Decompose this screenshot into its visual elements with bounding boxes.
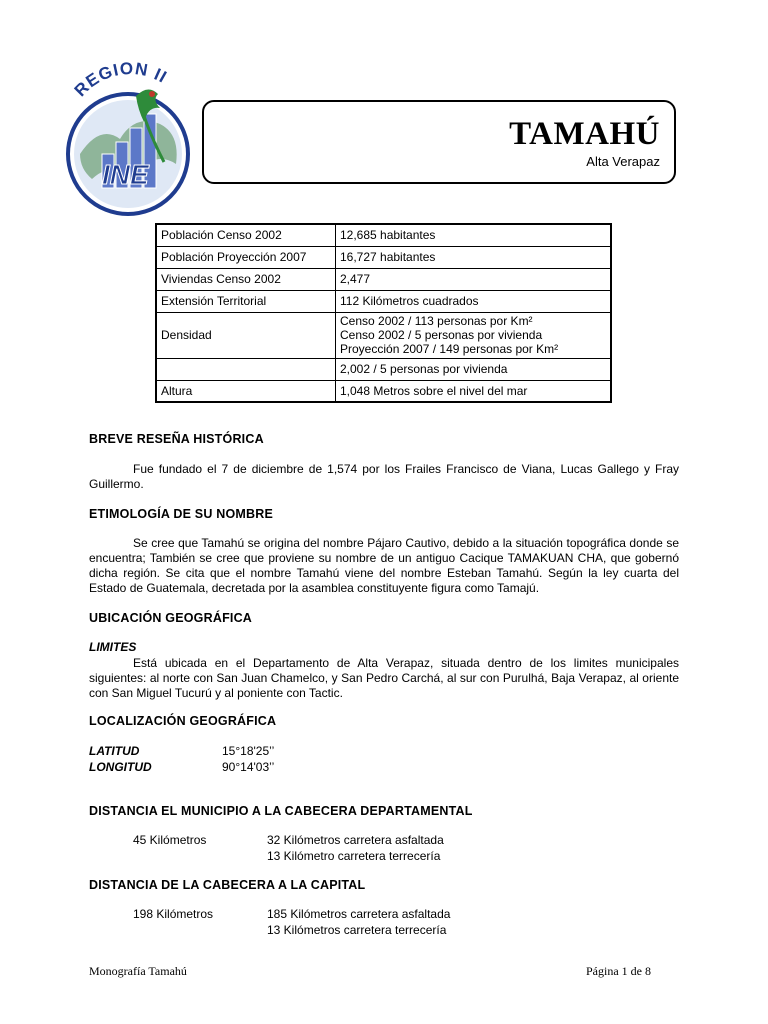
paragraph-text: Se cree que Tamahú se origina del nombre Pájaro Cautivo, debido a la situación topográfica donde se encuentra; También se cree que proviene su nombre de un antiguo Cacique TAMAKUAN CHA, que gobernó dicha región. Se cita que el nombre Tamahú viene del nombre Esteban Tamahú. Según la ley cuarta del Estado de Guatemala, decretada por la asamblea constituyente figura como Tamajú.	[89, 536, 679, 595]
subheading-limites: LIMITES	[89, 640, 137, 654]
section-heading-ubicacion: UBICACIÓN GEOGRÁFICA	[89, 611, 253, 625]
row-value: 12,685 habitantes	[336, 224, 612, 246]
row-value: 112 Kilómetros cuadrados	[336, 290, 612, 312]
statistics-table	[155, 223, 612, 403]
row-value: 1,048 Metros sobre el nivel del mar	[336, 380, 612, 402]
distance-total: 198 Kilómetros	[133, 907, 214, 921]
section-heading-distancia-capital: DISTANCIA DE LA CABECERA A LA CAPITAL	[89, 878, 366, 892]
section-heading-localizacion: LOCALIZACIÓN GEOGRÁFICA	[89, 714, 277, 728]
table-row	[156, 290, 611, 312]
row-label: Viviendas Censo 2002	[156, 268, 336, 290]
density-line: Censo 2002 / 113 personas por Km²	[340, 314, 533, 328]
row-label: Población Censo 2002	[156, 224, 336, 246]
density-line: Proyección 2007 / 149 personas por Km²	[340, 342, 559, 356]
distance-line: 13 Kilómetros carretera terrecería	[267, 923, 447, 937]
latitude-label: LATITUD	[89, 744, 140, 758]
table-row	[156, 224, 611, 246]
row-value	[336, 312, 612, 358]
distance-line: 13 Kilómetro carretera terrecería	[267, 849, 441, 863]
paragraph-text: Fue fundado el 7 de diciembre de 1,574 por los Frailes Francisco de Viana, Lucas Gallego y Fray Guillermo.	[89, 462, 679, 491]
section-heading-etimologia: ETIMOLOGÍA DE SU NOMBRE	[89, 507, 274, 521]
table-row	[156, 380, 611, 402]
footer-document-name: Monografía Tamahú	[89, 964, 187, 978]
row-label: Extensión Territorial	[156, 290, 336, 312]
title-box	[202, 100, 676, 184]
distance-line: 185 Kilómetros carretera asfaltada	[267, 907, 451, 921]
distance-line: 32 Kilómetros carretera asfaltada	[267, 833, 444, 847]
logo-region-text: REGION II	[70, 58, 171, 101]
row-label	[156, 358, 336, 380]
table-row	[156, 246, 611, 268]
row-label: Densidad	[156, 312, 336, 358]
row-value: 2,477	[336, 268, 612, 290]
section-heading-distancia-departamental: DISTANCIA EL MUNICIPIO A LA CABECERA DEPARTAMENTAL	[89, 804, 473, 818]
ine-region-logo	[40, 44, 212, 222]
table-row	[156, 358, 611, 380]
longitude-label: LONGITUD	[89, 760, 152, 774]
row-value: 16,727 habitantes	[336, 246, 612, 268]
page-title: TAMAHÚ	[509, 116, 660, 152]
latitude-value: 15°18'25’’	[222, 744, 275, 758]
paragraph-text: Está ubicada en el Departamento de Alta Verapaz, situada dentro de los limites municipales siguientes: al norte con San Juan Chamelco, y San Pedro Carchá, al sur con Purulhá, Baja Verapaz, al oriente con San Miguel Tucurú y al poniente con Tactic.	[89, 656, 679, 700]
paragraph-etimologia	[89, 536, 679, 596]
row-label: Población Proyección 2007	[156, 246, 336, 268]
longitude-value: 90°14'03’’	[222, 760, 275, 774]
row-value: 2,002 / 5 personas por vivienda	[336, 358, 612, 380]
section-heading-resena: BREVE RESEÑA HISTÓRICA	[89, 432, 264, 446]
page-subtitle: Alta Verapaz	[586, 154, 660, 169]
table-row	[156, 312, 611, 358]
paragraph-resena	[89, 462, 679, 492]
footer-page-number: Página 1 de 8	[586, 964, 651, 978]
paragraph-limites	[89, 656, 679, 701]
density-line: Censo 2002 / 5 personas por vivienda	[340, 328, 543, 342]
logo-ine-text: INE	[102, 159, 149, 190]
row-label: Altura	[156, 380, 336, 402]
table-row	[156, 268, 611, 290]
distance-total: 45 Kilómetros	[133, 833, 207, 847]
